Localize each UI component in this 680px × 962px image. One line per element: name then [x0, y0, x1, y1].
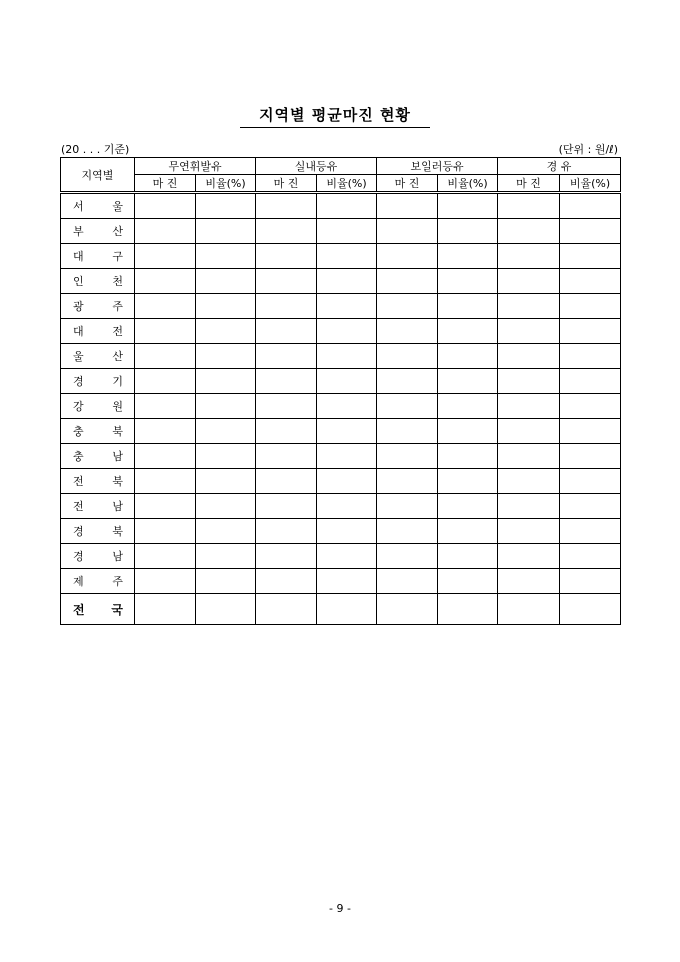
region-name [61, 373, 134, 389]
margin-value-cell [377, 444, 438, 469]
table-row [61, 269, 621, 294]
margin-value-cell [498, 319, 560, 344]
ratio-value-cell [196, 519, 256, 544]
region-char: 북 [112, 425, 123, 438]
table-row [61, 544, 621, 569]
ratio-value-cell [438, 269, 498, 294]
fuel-header-unleaded-gasoline: 무연휘발유 [135, 158, 256, 175]
margin-value-cell [135, 469, 196, 494]
margin-value-cell [256, 219, 317, 244]
ratio-value-cell [438, 244, 498, 269]
ratio-value-cell [438, 494, 498, 519]
ratio-value-cell [196, 319, 256, 344]
ratio-value-cell [196, 594, 256, 625]
table-row [61, 569, 621, 594]
ratio-value-cell [196, 244, 256, 269]
ratio-value-cell [317, 544, 377, 569]
table-row [61, 294, 621, 319]
margin-value-cell [498, 569, 560, 594]
region-name-cell [61, 444, 135, 469]
ratio-value-cell [196, 569, 256, 594]
region-char: 대 [73, 325, 84, 338]
region-char: 경 [73, 525, 84, 538]
region-name [61, 523, 134, 539]
margin-value-cell [256, 394, 317, 419]
margin-value-cell [377, 594, 438, 625]
margin-value-cell [135, 244, 196, 269]
region-char: 기 [112, 375, 123, 388]
region-name [61, 548, 134, 564]
ratio-value-cell [438, 219, 498, 244]
region-char: 국 [111, 602, 123, 617]
ratio-value-cell [438, 544, 498, 569]
unit-note: (단위 : 원/ℓ) [558, 143, 618, 156]
margin-value-cell [498, 294, 560, 319]
margin-value-cell [135, 319, 196, 344]
page-title: 지역별 평균마진 현황 [259, 106, 411, 124]
region-name-cell [61, 319, 135, 344]
ratio-value-cell [317, 444, 377, 469]
region-name [61, 573, 134, 589]
region-name-cell [61, 544, 135, 569]
region-name [61, 601, 134, 618]
margin-value-cell [256, 594, 317, 625]
fuel-header-diesel: 경 유 [498, 158, 621, 175]
margin-value-cell [498, 269, 560, 294]
region-name [61, 448, 134, 464]
margin-value-cell [377, 344, 438, 369]
margin-value-cell [498, 244, 560, 269]
region-name-cell [61, 519, 135, 544]
margin-table [60, 157, 621, 625]
region-name [61, 323, 134, 339]
region-char: 충 [73, 425, 84, 438]
ratio-value-cell [560, 294, 621, 319]
region-char: 산 [112, 225, 123, 238]
region-char: 전 [73, 500, 84, 513]
ratio-value-cell [196, 193, 256, 219]
region-name [61, 473, 134, 489]
region-name [61, 398, 134, 414]
margin-value-cell [135, 444, 196, 469]
ratio-value-cell [196, 269, 256, 294]
ratio-value-cell [196, 419, 256, 444]
ratio-value-cell [560, 319, 621, 344]
margin-value-cell [256, 419, 317, 444]
sub-header-margin: 마 진 [377, 175, 438, 193]
fuel-header-boiler-kerosene: 보일러등유 [377, 158, 498, 175]
region-name-cell [61, 294, 135, 319]
ratio-value-cell [196, 494, 256, 519]
region-char: 남 [112, 450, 123, 463]
margin-value-cell [498, 469, 560, 494]
margin-value-cell [135, 269, 196, 294]
region-name-cell [61, 419, 135, 444]
margin-value-cell [135, 219, 196, 244]
margin-value-cell [256, 269, 317, 294]
margin-value-cell [135, 594, 196, 625]
ratio-value-cell [317, 469, 377, 494]
table-row [61, 344, 621, 369]
region-char: 북 [112, 475, 123, 488]
region-char: 광 [73, 300, 84, 313]
margin-value-cell [135, 369, 196, 394]
margin-value-cell [498, 519, 560, 544]
ratio-value-cell [560, 193, 621, 219]
region-char: 산 [112, 350, 123, 363]
region-name-cell [61, 569, 135, 594]
region-char: 구 [112, 250, 123, 263]
margin-value-cell [498, 394, 560, 419]
sub-header-ratio: 비율(%) [196, 175, 256, 193]
region-name-cell [61, 369, 135, 394]
region-char: 전 [73, 602, 85, 617]
margin-value-cell [135, 519, 196, 544]
fuel-header-indoor-kerosene: 실내등유 [256, 158, 377, 175]
ratio-value-cell [317, 369, 377, 394]
ratio-value-cell [196, 469, 256, 494]
ratio-value-cell [560, 394, 621, 419]
margin-value-cell [377, 544, 438, 569]
region-name [61, 223, 134, 239]
ratio-value-cell [560, 219, 621, 244]
ratio-value-cell [560, 369, 621, 394]
region-char: 대 [73, 250, 84, 263]
region-char: 제 [73, 575, 84, 588]
margin-value-cell [377, 494, 438, 519]
ratio-value-cell [317, 594, 377, 625]
ratio-value-cell [438, 444, 498, 469]
margin-value-cell [377, 569, 438, 594]
table-row [61, 494, 621, 519]
margin-value-cell [377, 193, 438, 219]
region-char: 전 [112, 325, 123, 338]
margin-value-cell [377, 244, 438, 269]
margin-value-cell [498, 344, 560, 369]
sub-header-margin: 마 진 [256, 175, 317, 193]
sub-header-margin: 마 진 [135, 175, 196, 193]
margin-value-cell [256, 244, 317, 269]
margin-value-cell [256, 494, 317, 519]
ratio-value-cell [196, 369, 256, 394]
region-name [61, 348, 134, 364]
page-number: - 9 - [329, 902, 351, 915]
margin-value-cell [135, 419, 196, 444]
sub-header-ratio: 비율(%) [317, 175, 377, 193]
table-row [61, 419, 621, 444]
margin-value-cell [498, 369, 560, 394]
region-name-cell [61, 594, 135, 625]
margin-value-cell [135, 569, 196, 594]
region-char: 남 [112, 550, 123, 563]
table-row [61, 444, 621, 469]
sub-header-margin: 마 진 [498, 175, 560, 193]
ratio-value-cell [438, 294, 498, 319]
ratio-value-cell [438, 193, 498, 219]
margin-value-cell [498, 193, 560, 219]
total-row [61, 594, 621, 625]
region-name-cell [61, 193, 135, 219]
table-row [61, 219, 621, 244]
ratio-value-cell [560, 494, 621, 519]
margin-value-cell [256, 369, 317, 394]
region-name-cell [61, 469, 135, 494]
margin-value-cell [377, 219, 438, 244]
region-char: 천 [112, 275, 123, 288]
ratio-value-cell [438, 419, 498, 444]
region-char: 주 [112, 300, 123, 313]
ratio-value-cell [317, 569, 377, 594]
region-char: 전 [73, 475, 84, 488]
margin-value-cell [256, 319, 317, 344]
margin-value-cell [256, 519, 317, 544]
region-char: 남 [112, 500, 123, 513]
ratio-value-cell [196, 344, 256, 369]
margin-value-cell [377, 394, 438, 419]
date-note: (20 . . . 기준) [61, 143, 130, 156]
ratio-value-cell [438, 319, 498, 344]
margin-value-cell [135, 344, 196, 369]
region-name [61, 248, 134, 264]
region-name [61, 198, 134, 214]
region-char: 원 [112, 400, 123, 413]
ratio-value-cell [196, 544, 256, 569]
ratio-value-cell [317, 419, 377, 444]
region-name [61, 298, 134, 314]
region-char: 경 [73, 375, 84, 388]
ratio-value-cell [317, 244, 377, 269]
ratio-value-cell [438, 594, 498, 625]
ratio-value-cell [560, 344, 621, 369]
ratio-value-cell [438, 394, 498, 419]
margin-value-cell [135, 193, 196, 219]
table-row [61, 519, 621, 544]
region-char: 부 [73, 225, 84, 238]
margin-value-cell [256, 569, 317, 594]
region-name-cell [61, 394, 135, 419]
ratio-value-cell [317, 494, 377, 519]
ratio-value-cell [317, 394, 377, 419]
ratio-value-cell [560, 444, 621, 469]
ratio-value-cell [560, 519, 621, 544]
ratio-value-cell [196, 444, 256, 469]
region-name-cell [61, 219, 135, 244]
table-row [61, 394, 621, 419]
table-row [61, 369, 621, 394]
region-name-cell [61, 494, 135, 519]
ratio-value-cell [317, 219, 377, 244]
ratio-value-cell [196, 394, 256, 419]
region-char: 인 [73, 275, 84, 288]
margin-value-cell [377, 294, 438, 319]
region-char: 울 [112, 200, 123, 213]
ratio-value-cell [317, 319, 377, 344]
margin-value-cell [498, 544, 560, 569]
ratio-value-cell [317, 294, 377, 319]
margin-value-cell [498, 219, 560, 244]
ratio-value-cell [560, 419, 621, 444]
margin-value-cell [135, 494, 196, 519]
region-char: 경 [73, 550, 84, 563]
margin-value-cell [377, 469, 438, 494]
ratio-value-cell [317, 344, 377, 369]
margin-value-cell [377, 319, 438, 344]
table-body [61, 193, 621, 625]
ratio-value-cell [560, 469, 621, 494]
margin-value-cell [377, 519, 438, 544]
margin-value-cell [135, 394, 196, 419]
margin-value-cell [135, 294, 196, 319]
margin-value-cell [377, 369, 438, 394]
table-row [61, 193, 621, 219]
region-name-cell [61, 269, 135, 294]
region-name [61, 498, 134, 514]
margin-value-cell [256, 193, 317, 219]
ratio-value-cell [560, 544, 621, 569]
ratio-value-cell [438, 519, 498, 544]
sub-header-ratio: 비율(%) [438, 175, 498, 193]
ratio-value-cell [317, 269, 377, 294]
ratio-value-cell [560, 269, 621, 294]
region-header: 지역별 [61, 158, 135, 193]
ratio-value-cell [560, 594, 621, 625]
ratio-value-cell [438, 369, 498, 394]
margin-value-cell [498, 594, 560, 625]
region-name [61, 423, 134, 439]
margin-value-cell [498, 419, 560, 444]
region-char: 충 [73, 450, 84, 463]
margin-value-cell [256, 344, 317, 369]
margin-value-cell [377, 269, 438, 294]
ratio-value-cell [438, 569, 498, 594]
region-char: 서 [73, 200, 84, 213]
ratio-value-cell [438, 344, 498, 369]
margin-value-cell [377, 419, 438, 444]
margin-value-cell [256, 294, 317, 319]
region-char: 울 [73, 350, 84, 363]
region-name [61, 273, 134, 289]
margin-value-cell [256, 544, 317, 569]
region-char: 주 [112, 575, 123, 588]
margin-value-cell [135, 544, 196, 569]
margin-value-cell [256, 444, 317, 469]
margin-value-cell [498, 444, 560, 469]
region-char: 강 [73, 400, 84, 413]
ratio-value-cell [560, 244, 621, 269]
region-char: 북 [112, 525, 123, 538]
margin-value-cell [256, 469, 317, 494]
region-name-cell [61, 244, 135, 269]
ratio-value-cell [438, 469, 498, 494]
ratio-value-cell [560, 569, 621, 594]
table-row [61, 469, 621, 494]
region-name-cell [61, 344, 135, 369]
ratio-value-cell [196, 294, 256, 319]
ratio-value-cell [317, 519, 377, 544]
table-row [61, 244, 621, 269]
title-underline [240, 127, 430, 128]
table-row [61, 319, 621, 344]
ratio-value-cell [317, 193, 377, 219]
ratio-value-cell [196, 219, 256, 244]
sub-header-ratio: 비율(%) [560, 175, 621, 193]
margin-value-cell [498, 494, 560, 519]
